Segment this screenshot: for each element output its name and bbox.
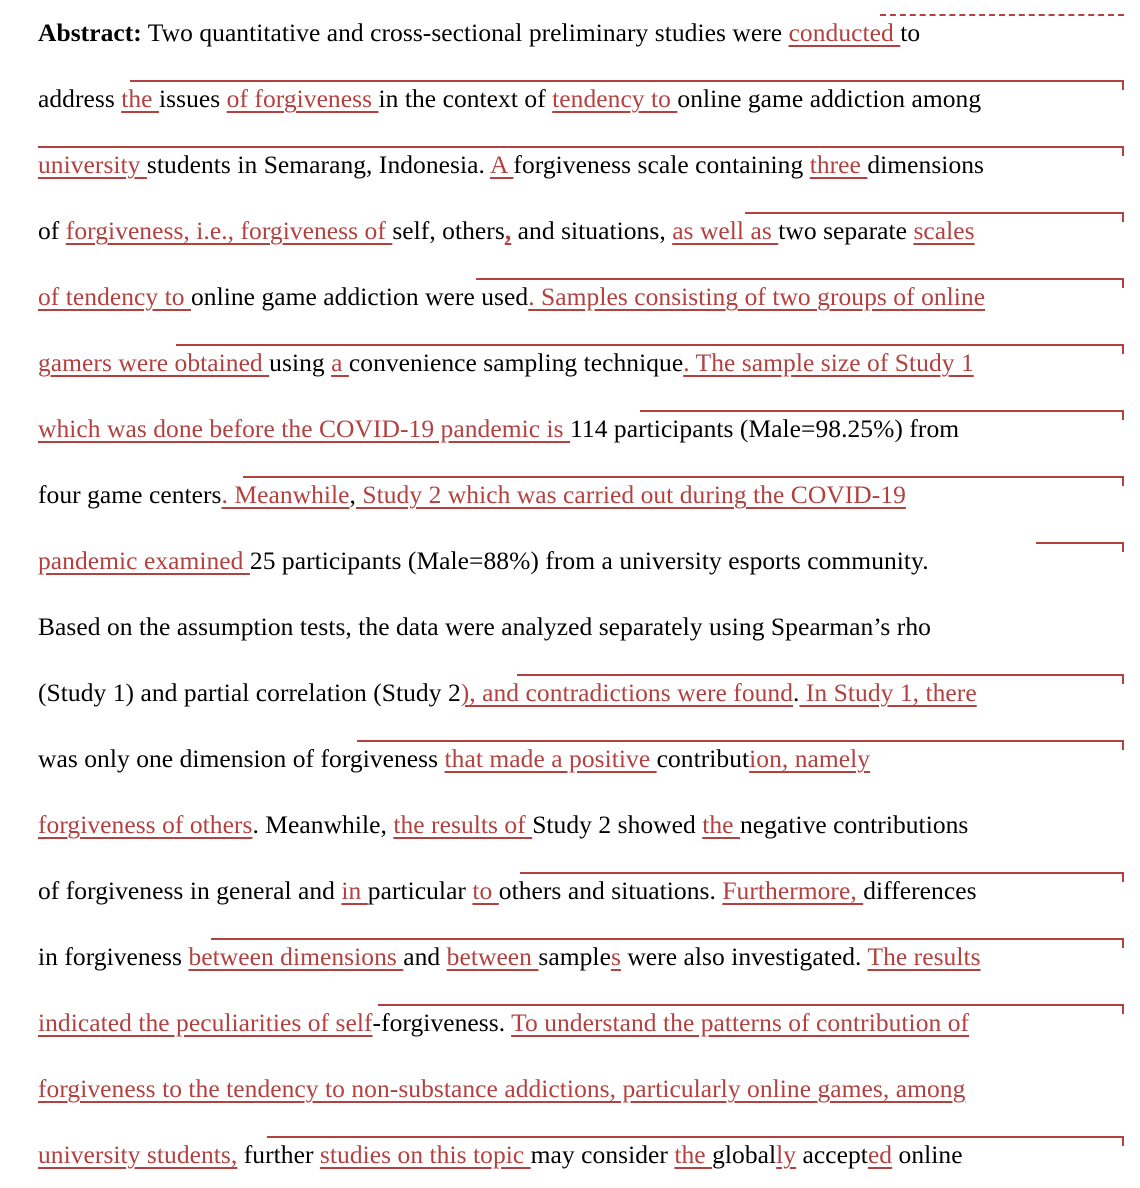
text-run: 25 participants (Male=88%) from a university esports community. bbox=[249, 546, 929, 575]
insertion-overhang-rule bbox=[476, 278, 1124, 280]
inserted-text: ed bbox=[867, 1140, 893, 1169]
inserted-text: gamers were obtained bbox=[38, 348, 270, 377]
overhang-hook bbox=[1122, 1005, 1124, 1014]
inserted-text: pandemic examined bbox=[38, 546, 250, 575]
text-run: sample bbox=[538, 942, 611, 971]
insertion-overhang-rule bbox=[1036, 542, 1124, 544]
text-run: Study 2 showed bbox=[532, 810, 703, 839]
text-run: were also investigated. bbox=[620, 942, 868, 971]
overhang-hook bbox=[1122, 477, 1124, 486]
inserted-text: forgiveness to the tendency to non-substance addictions, particularly online games, among bbox=[38, 1074, 966, 1103]
insertion-overhang-rule bbox=[267, 1136, 1124, 1138]
inserted-text: ), and contradictions were found bbox=[460, 678, 794, 707]
inserted-text: university students, bbox=[38, 1140, 238, 1169]
inserted-text: To understand the patterns of contribution of bbox=[511, 1008, 970, 1037]
text-line bbox=[38, 132, 1102, 198]
inserted-text: tendency to bbox=[552, 84, 678, 113]
inserted-text: ion, namely bbox=[749, 744, 871, 773]
insertion-overhang-rule bbox=[520, 872, 1124, 874]
overhang-hook bbox=[1122, 543, 1124, 552]
inserted-text: scales bbox=[913, 216, 975, 245]
text-line bbox=[38, 1056, 1102, 1122]
inserted-text: of tendency to bbox=[38, 282, 191, 311]
text-run: self, others bbox=[392, 216, 505, 245]
overhang-hook bbox=[1122, 213, 1124, 222]
text-line bbox=[38, 462, 1102, 528]
insertion-overhang-rule bbox=[211, 938, 1124, 940]
inserted-text: A bbox=[489, 150, 514, 179]
inserted-text: In Study 1, there bbox=[799, 678, 977, 707]
text-run: to bbox=[900, 18, 921, 47]
overhang-hook bbox=[1122, 873, 1124, 882]
inserted-text: . Meanwhile bbox=[221, 480, 350, 509]
text-run: dimensions bbox=[867, 150, 985, 179]
inserted-text: the results of bbox=[393, 810, 533, 839]
text-run: students in Semarang, Indonesia. bbox=[146, 150, 490, 179]
text-line bbox=[38, 792, 1102, 858]
text-run: contribut bbox=[656, 744, 750, 773]
text-line bbox=[38, 594, 1102, 660]
text-run: others and situations. bbox=[498, 876, 723, 905]
inserted-punctuation: , bbox=[504, 216, 512, 245]
text-run: issues bbox=[158, 84, 227, 113]
text-run: of forgiveness in general and bbox=[38, 876, 342, 905]
text-run: accept bbox=[796, 1140, 868, 1169]
inserted-text: studies on this topic bbox=[319, 1140, 531, 1169]
inserted-text: Furthermore, bbox=[722, 876, 864, 905]
text-run: online bbox=[892, 1140, 963, 1169]
text-run: further bbox=[237, 1140, 320, 1169]
text-run: and bbox=[403, 942, 447, 971]
inserted-text: to bbox=[472, 876, 499, 905]
insertion-overhang-rule bbox=[357, 740, 1124, 742]
inserted-text: between dimensions bbox=[188, 942, 404, 971]
insertion-overhang-rule bbox=[378, 1004, 1124, 1006]
text-run: in forgiveness bbox=[38, 942, 189, 971]
inserted-text: forgiveness, i.e., forgiveness of bbox=[65, 216, 393, 245]
insertion-overhang-rule bbox=[243, 476, 1124, 478]
text-run: , bbox=[349, 480, 356, 509]
inserted-text: between bbox=[446, 942, 539, 971]
inserted-text: Study 2 which was carried out during the COVID-19 bbox=[355, 480, 906, 509]
abstract-body bbox=[38, 0, 1102, 1188]
overhang-hook bbox=[1122, 345, 1124, 354]
text-run: online game addiction among bbox=[677, 84, 982, 113]
text-run: two separate bbox=[778, 216, 914, 245]
abstract-label: Abstract: bbox=[38, 18, 142, 47]
inserted-text: the bbox=[674, 1140, 713, 1169]
overhang-hook bbox=[1122, 741, 1124, 750]
text-line bbox=[38, 1122, 1102, 1188]
text-run: . Meanwhile, bbox=[252, 810, 394, 839]
overhang-hook bbox=[1122, 147, 1124, 156]
inserted-text: The results bbox=[867, 942, 981, 971]
overhang-hook bbox=[1122, 81, 1124, 90]
inserted-text: . Samples consisting of two groups of online bbox=[528, 282, 986, 311]
overhang-hook bbox=[1122, 279, 1124, 288]
insertion-overhang-rule bbox=[176, 344, 1124, 346]
overhang-hook bbox=[1122, 939, 1124, 948]
text-run: negative contributions bbox=[739, 810, 969, 839]
text-line bbox=[38, 264, 1102, 330]
text-line bbox=[38, 660, 1102, 726]
inserted-text: which was done before the COVID-19 pandemic is bbox=[38, 414, 571, 443]
text-run: differences bbox=[863, 876, 977, 905]
text-line bbox=[38, 66, 1102, 132]
text-run: Based on the assumption tests, the data were analyzed separately using Spearman’s rho bbox=[38, 612, 931, 641]
text-line bbox=[38, 858, 1102, 924]
inserted-text: three bbox=[809, 150, 868, 179]
text-line bbox=[38, 396, 1102, 462]
inserted-text: in bbox=[341, 876, 368, 905]
text-run: global bbox=[712, 1140, 777, 1169]
text-run: (Study 1) and partial correlation (Study 2 bbox=[38, 678, 461, 707]
inserted-text: forgiveness of others bbox=[38, 810, 253, 839]
text-run: using bbox=[269, 348, 332, 377]
insertion-overhang-rule bbox=[130, 80, 1124, 82]
inserted-text: the bbox=[121, 84, 159, 113]
text-run: and situations, bbox=[511, 216, 673, 245]
text-run: address bbox=[38, 84, 122, 113]
text-run: four game centers bbox=[38, 480, 222, 509]
text-run: particular bbox=[367, 876, 473, 905]
inserted-text: s bbox=[610, 942, 621, 971]
overhang-hook bbox=[1122, 1137, 1124, 1146]
text-line bbox=[38, 990, 1102, 1056]
overhang-hook bbox=[1122, 675, 1124, 684]
text-line bbox=[38, 0, 1102, 66]
text-line bbox=[38, 726, 1102, 792]
text-line bbox=[38, 924, 1102, 990]
text-line bbox=[38, 330, 1102, 396]
inserted-text: ly bbox=[776, 1140, 797, 1169]
text-run: Two quantitative and cross-sectional preliminary studies were bbox=[141, 18, 789, 47]
overhang-hook bbox=[1122, 411, 1124, 420]
text-run: . bbox=[793, 678, 800, 707]
insertion-overhang-rule bbox=[745, 212, 1124, 214]
text-run: of bbox=[38, 216, 66, 245]
inserted-text: . The sample size of Study 1 bbox=[683, 348, 974, 377]
insertion-overhang-rule bbox=[517, 674, 1124, 676]
inserted-text: as well as bbox=[672, 216, 779, 245]
text-run: convenience sampling technique bbox=[348, 348, 684, 377]
text-run: 114 participants (Male=98.25%) from bbox=[570, 414, 960, 443]
text-run: online game addiction were used bbox=[191, 282, 529, 311]
insertion-overhang-rule bbox=[880, 14, 1124, 16]
text-run: forgiveness scale containing bbox=[513, 150, 810, 179]
inserted-text: conducted bbox=[788, 18, 901, 47]
inserted-text: the bbox=[702, 810, 740, 839]
text-run: may consider bbox=[530, 1140, 675, 1169]
text-line bbox=[38, 198, 1102, 264]
text-run: in the context of bbox=[378, 84, 553, 113]
inserted-text: a bbox=[331, 348, 349, 377]
inserted-text: university bbox=[38, 150, 147, 179]
insertion-overhang-rule bbox=[38, 146, 1124, 148]
inserted-text: of forgiveness bbox=[226, 84, 379, 113]
text-run: -forgiveness. bbox=[372, 1008, 512, 1037]
inserted-text: that made a positive bbox=[444, 744, 657, 773]
text-line bbox=[38, 528, 1102, 594]
inserted-text: indicated the peculiarities of self bbox=[38, 1008, 373, 1037]
text-run: was only one dimension of forgiveness bbox=[38, 744, 445, 773]
insertion-overhang-rule bbox=[640, 410, 1124, 412]
